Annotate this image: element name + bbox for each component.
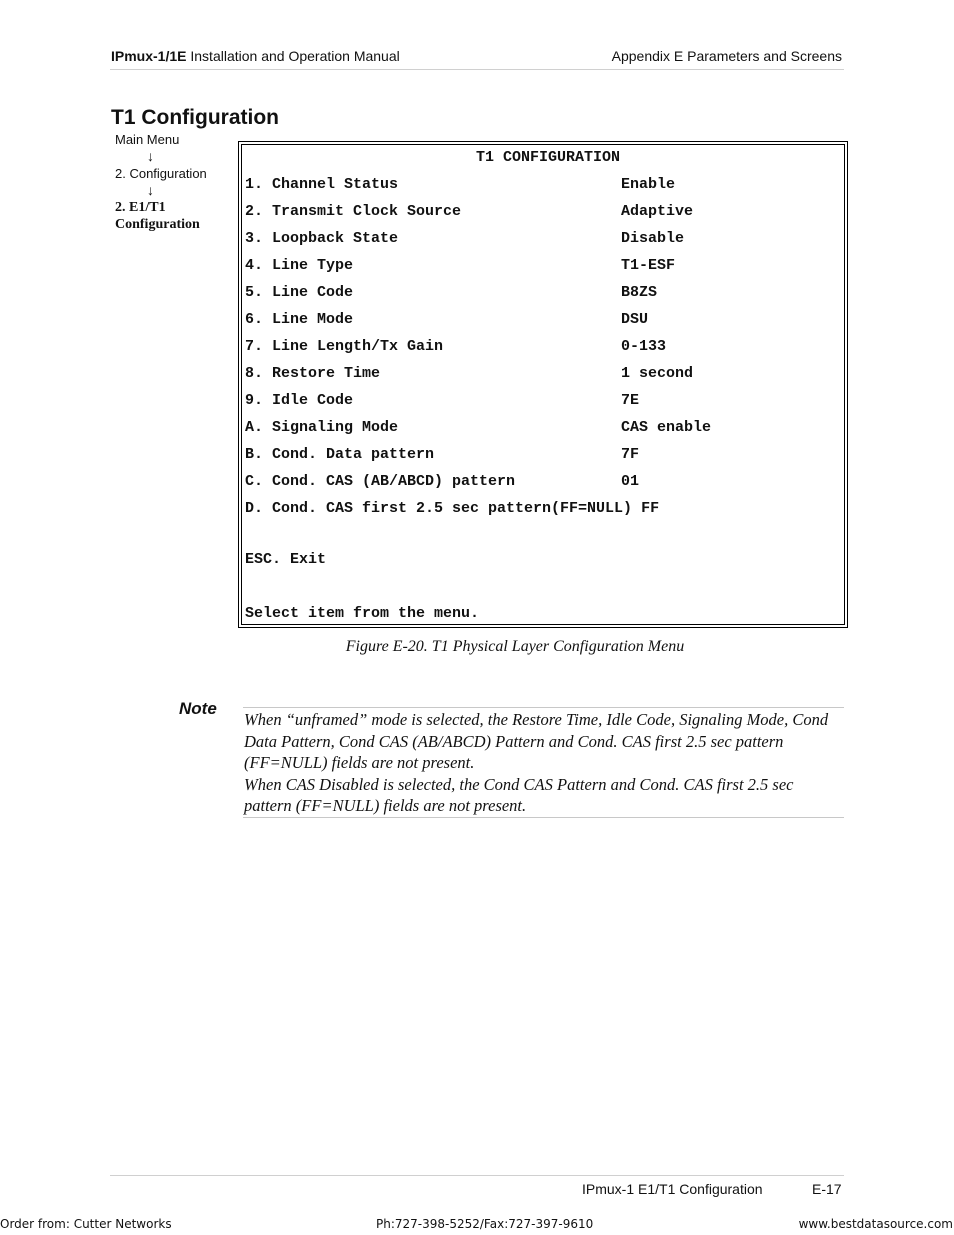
product-name: IPmux-1/1E [111,48,187,64]
order-source: Order from: Cutter Networks [0,1217,172,1231]
menu-item[interactable] [245,228,685,250]
running-header-section: Appendix E Parameters and Screens [611,48,842,64]
down-arrow-icon: ↓ [147,148,154,164]
note-paragraph-1: When “unframed” mode is selected, the Restore Time, Idle Code, Signaling Mode, Cond Data Pattern, Cond CAS (AB/ABCD) Pattern and Cond. CAS first 2.5 sec pattern (FF=NULL) fields are not present. [244,710,829,772]
menu-item-label: 5. Line Code [245,284,354,301]
note-top-divider [243,707,844,708]
menu-item-label: 9. Idle Code [245,392,354,409]
menu-item[interactable] [245,390,640,412]
menu-path [115,131,235,233]
menu-item-label: 8. Restore Time [245,365,381,382]
menu-path-main: Main Menu [115,132,180,147]
order-website[interactable]: www.bestdatasource.com [798,1217,953,1231]
menu-item-value: Disable [621,230,685,247]
menu-item[interactable] [245,444,640,466]
exit-option[interactable]: ESC. Exit [245,551,327,568]
menu-item-label: 3. Loopback State [245,230,399,247]
menu-item-label: C. Cond. CAS (AB/ABCD) pattern [245,473,516,490]
menu-item[interactable] [245,255,676,277]
menu-item-value: 7E [621,392,640,409]
menu-item-value: 7F [621,446,640,463]
order-phone: Ph:727-398-5252/Fax:727-397-9610 [376,1217,594,1231]
menu-item-value: T1-ESF [621,257,676,274]
menu-path-current-line1: 2. E1/T1 [115,200,166,215]
menu-item-value: CAS enable [621,419,712,436]
header-divider [110,69,844,70]
manual-name: Installation and Operation Manual [186,48,400,64]
footer-chapter: IPmux-1 E1/T1 Configuration [582,1181,763,1197]
menu-item-value: Enable [621,176,676,193]
terminal-screen [238,141,848,628]
menu-item[interactable] [245,309,649,331]
menu-item-value: B8ZS [621,284,658,301]
menu-item-label: 6. Line Mode [245,311,354,328]
menu-item-label: D. Cond. CAS first 2.5 sec pattern(FF=NULL) FF [245,500,660,517]
down-arrow-icon: ↓ [147,182,154,198]
figure-caption: Figure E-20. T1 Physical Layer Configuration Menu [345,638,685,655]
menu-item-label: 4. Line Type [245,257,354,274]
page-number: E-17 [812,1181,842,1197]
menu-item[interactable] [245,336,667,358]
menu-item[interactable] [245,498,659,520]
note-bottom-divider [243,817,844,818]
note-label: Note [179,699,217,718]
menu-item-label: B. Cond. Data pattern [245,446,435,463]
footer-divider [110,1175,844,1176]
menu-item[interactable] [245,471,640,493]
menu-item-value: Adaptive [621,203,694,220]
menu-item-value: 0-133 [621,338,667,355]
menu-item-label: 2. Transmit Clock Source [245,203,462,220]
menu-item-label: A. Signaling Mode [245,419,399,436]
section-title: T1 Configuration [111,106,279,129]
screen-title: T1 CONFIGURATION [475,149,621,166]
menu-item-label: 1. Channel Status [245,176,399,193]
menu-item-value: DSU [621,311,649,328]
menu-item[interactable] [245,363,694,385]
running-header-title [111,48,400,64]
menu-path-current-line2: Configuration [115,217,200,232]
menu-prompt: Select item from the menu. [245,605,480,622]
note-body [244,709,844,817]
menu-item[interactable] [245,417,712,439]
menu-item-value: 01 [621,473,640,490]
menu-item-value: 1 second [621,365,694,382]
menu-item[interactable] [245,201,694,223]
menu-item[interactable] [245,174,676,196]
menu-item-label: 7. Line Length/Tx Gain [245,338,444,355]
note-paragraph-2: When CAS Disabled is selected, the Cond CAS Pattern and Cond. CAS first 2.5 sec pattern (FF=NULL) fields are not present. [244,774,794,815]
menu-path-configuration: 2. Configuration [115,166,207,181]
menu-item[interactable] [245,282,658,304]
